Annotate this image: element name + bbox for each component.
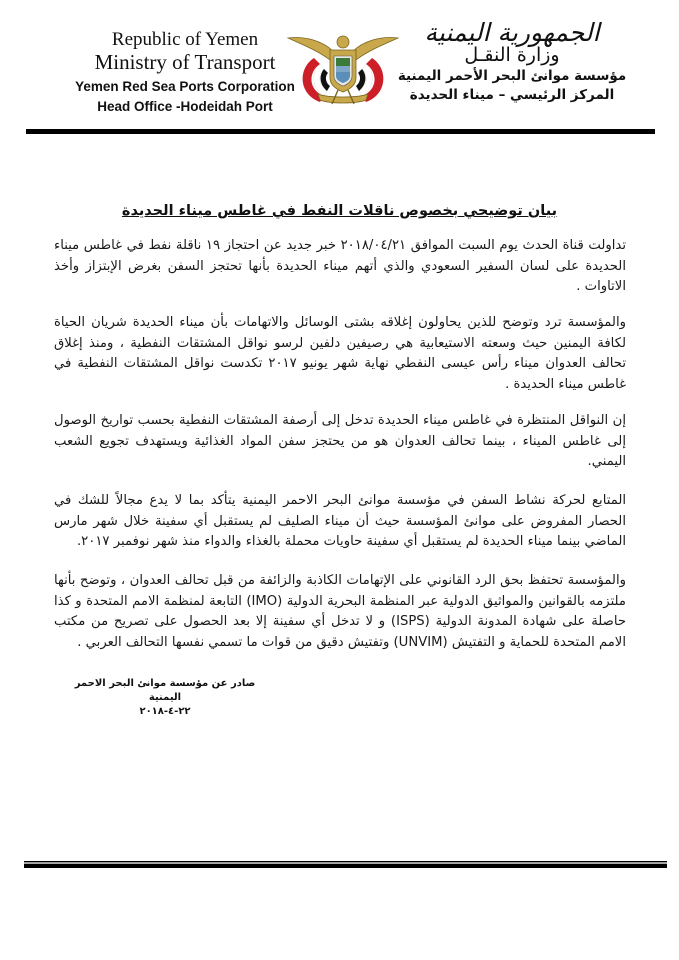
paragraph-4: المتابع لحركة نشاط السفن في مؤسسة موانئ البحر الاحمر اليمنية يتأكد بما لا يدع مجالاً للشك في الحصار المفروض على موانئ المؤسسة حيث أن ميناء الصليف لم يستقبل أي سفينة خلال شهر مارس الماضي بينما ميناء الحديدة لم يستقبل أي سفينة حاويات محملة بالغذاء والدواء منذ شهر نوفمبر ٢٠١٧. — [54, 493, 626, 549]
paragraph-2: والمؤسسة ترد وتوضح للذين يحاولون إغلاقه بشتى الوسائل والاتهامات بأن ميناء الحديدة شريان الحياة لكافة اليمنين حيث وسعته الاستيعابية هي رصيفين دلفين لرسو نواقل المشتقات النفطية ، ومنذ إغلاق تحالف العدوان ميناء رأس عيسى النفطي نهاية شهر يونيو ٢٠١٧ تكدست نواقل المشتقات النفطية في غاطس ميناء الحديدة . — [54, 315, 626, 392]
country-name-ar: الجمهورية اليمنية — [424, 18, 600, 47]
yemen-emblem-icon — [284, 28, 402, 110]
office-name-ar: المركز الرئيسي – ميناء الحديدة — [409, 86, 615, 103]
issuer-line: صادر عن مؤسسة موانئ البحر الاحمر اليمنية — [74, 678, 256, 703]
signature-block — [60, 677, 270, 719]
letterhead-english — [50, 30, 320, 116]
office-name-en: Head Office -Hodeidah Port — [97, 98, 273, 114]
footer-divider — [24, 861, 667, 868]
letterhead-arabic — [392, 20, 632, 105]
corporation-name-en: Yemen Red Sea Ports Corporation — [75, 78, 295, 94]
document-title: بيان توضيحي بخصوص ناقلات النفط في غاطس ميناء الحديدة — [121, 203, 558, 219]
corporation-name-ar: مؤسسة موانئ البحر الأحمر اليمنية — [397, 67, 627, 84]
country-name-en: Republic of Yemen — [111, 29, 259, 50]
paragraph-5: والمؤسسة تحتفظ بحق الرد القانوني على الإتهامات الكاذبة والزائفة من قبل تحالف العدوان ، وتوضح بأنها ملتزمه بالقوانين والمواثيق الدولية عبر المنظمة البحرية الدولية (IMO) التابعة لمنظمة الامم المتحدة و كذا حاصلة على شهادة المدونة الدولية (ISPS) و لا تدخل أي سفينة إلا بعد الحصول على تصريح من مكتب الامم المتحدة للحماية و التفتيش (UNVIM) وتفتيش دقيق من قوات ما تسمي نفسها التحالف العربي . — [54, 573, 626, 650]
header-divider — [26, 129, 655, 134]
ministry-name-ar: وزارة النقـل — [464, 44, 560, 66]
ministry-name-en: Ministry of Transport — [94, 49, 276, 74]
issue-date: ٢٢-٤-٢٠١٨ — [139, 706, 191, 717]
paragraph-1: تداولت قناة الحدث يوم السبت الموافق ٢٠١٨/٠٤/٢١ خبر جديد عن احتجاز ١٩ ناقلة نفط في غاطس ميناء الحديدة على لسان السفير السعودي والذي أتهم ميناء الحديدة بأنها تحتجز السفن بغرض الإبتزاز وأخذ الاتاوات . — [54, 238, 627, 294]
paragraph-3: إن النواقل المنتظرة في غاطس ميناء الحديدة تدخل إلى أرصفة المشتقات النفطية بحسب تواريخ الوصول إلى غاطس الميناء ، بينما تحالف العدوان هو من يحتجز سفن المواد الغذائية ويستهدف تجويع الشعب اليمني. — [54, 413, 626, 469]
